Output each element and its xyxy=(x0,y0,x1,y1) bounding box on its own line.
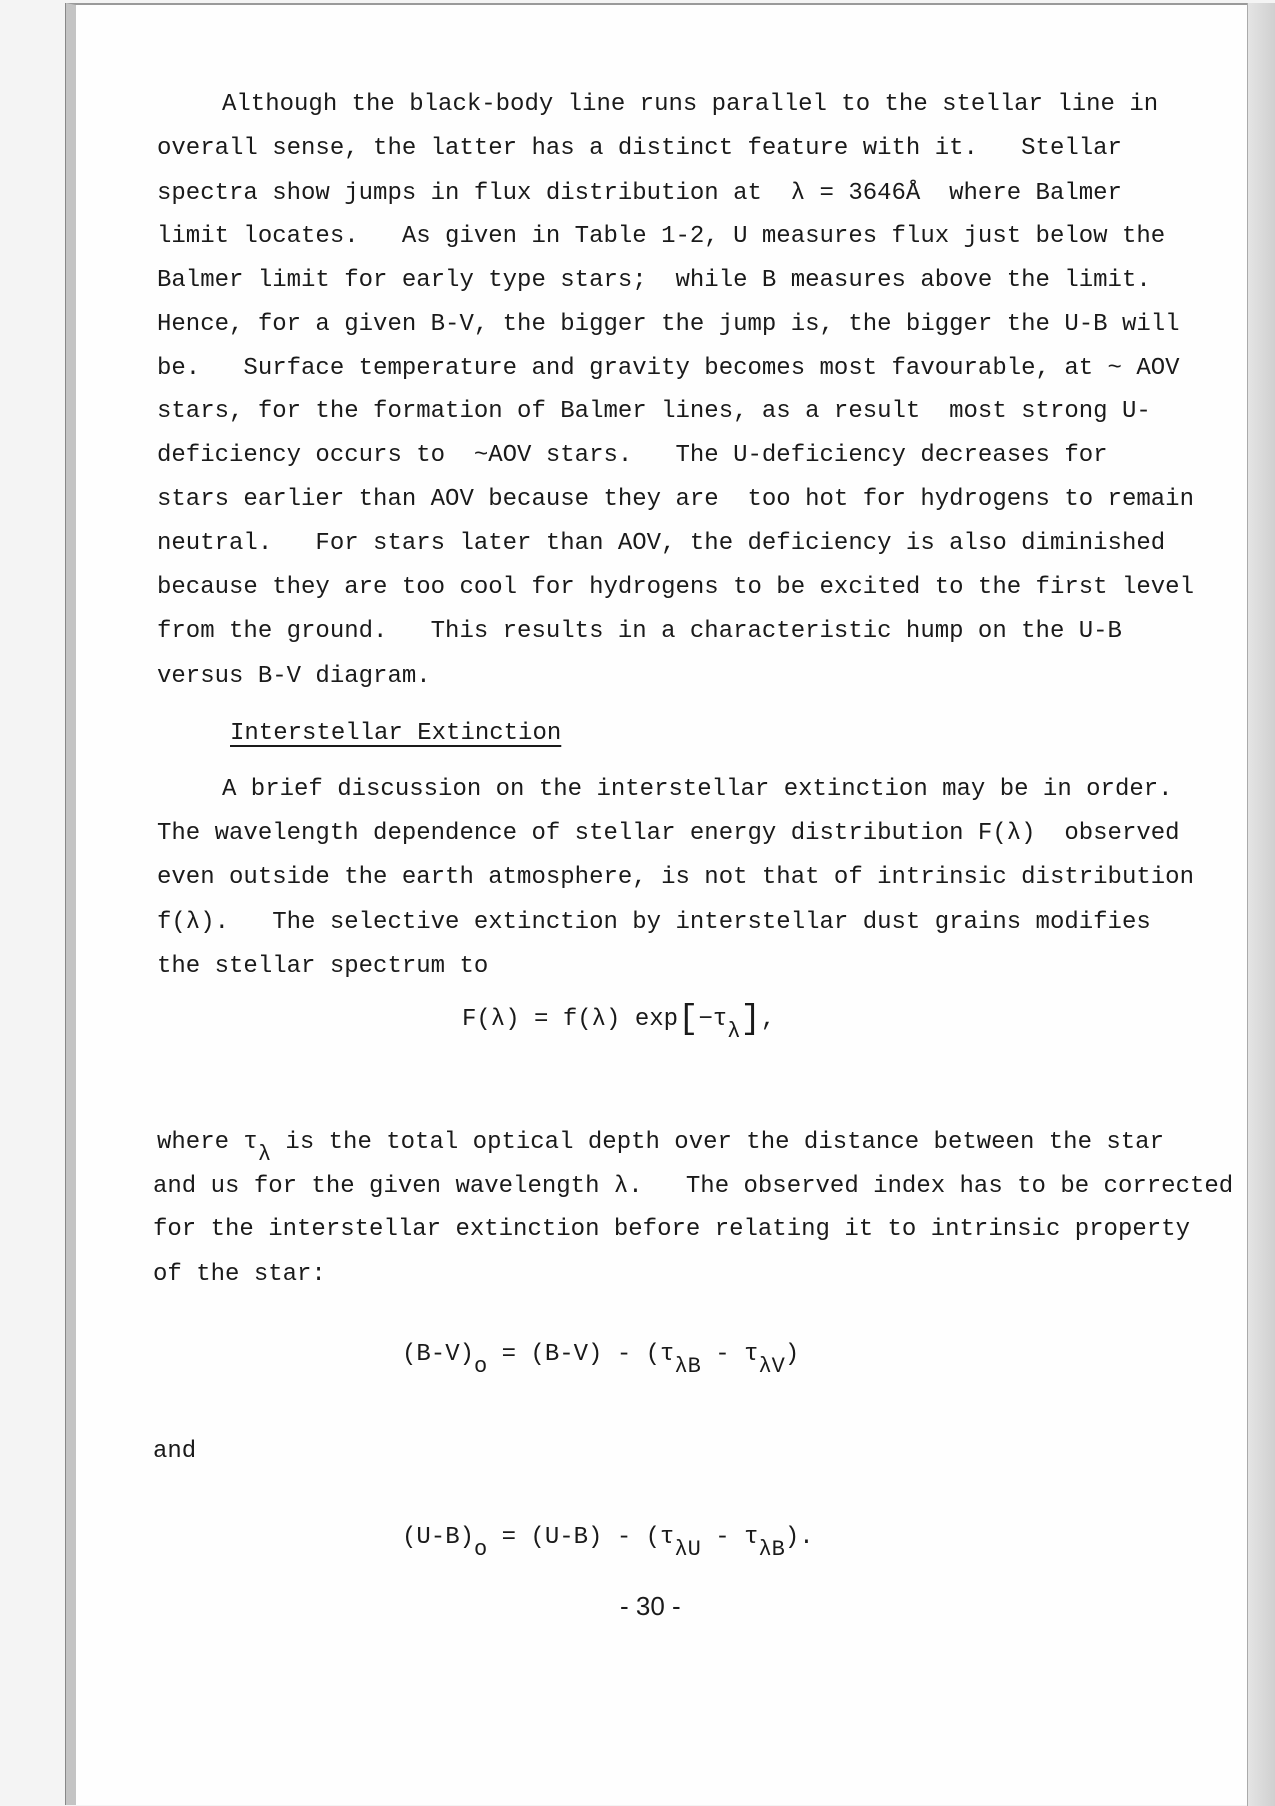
text-line: Although the black-body line runs parallel to the stellar line in xyxy=(222,91,1159,118)
text-line xyxy=(157,1129,1164,1167)
eq-subscript: λ xyxy=(727,1019,741,1044)
text-line: A brief discussion on the interstellar extinction may be in order. xyxy=(222,776,1173,803)
eq-subscript: λB xyxy=(758,1537,785,1562)
eq-subscript: λU xyxy=(674,1537,701,1562)
text-line: overall sense, the latter has a distinct feature with it. Stellar xyxy=(157,135,1122,162)
eq-text: F(λ) = f(λ) exp xyxy=(462,1006,679,1033)
text-line: for the interstellar extinction before relating it to intrinsic property xyxy=(153,1216,1190,1243)
section-heading: Interstellar Extinction xyxy=(230,720,562,747)
eq-text: (B-V) xyxy=(402,1341,475,1368)
text: where τ xyxy=(157,1129,258,1156)
text-line: even outside the earth atmosphere, is not that of intrinsic distribution xyxy=(157,864,1194,891)
text-line: because they are too cool for hydrogens to be excited to the first level xyxy=(157,574,1194,601)
eq-subscript: λV xyxy=(758,1354,785,1379)
eq-text: ). xyxy=(784,1524,814,1551)
equation-bv-color-excess xyxy=(402,1341,800,1379)
scrollbar-track[interactable] xyxy=(1247,3,1275,1806)
eq-text: = (U-B) - (τ xyxy=(487,1524,675,1551)
text-line: stars earlier than AOV because they are too hot for hydrogens to remain xyxy=(157,486,1194,513)
text-line: stars, for the formation of Balmer lines, as a result most strong U- xyxy=(157,398,1151,425)
eq-text: = (B-V) - (τ xyxy=(487,1341,675,1368)
page-number: - 30 - xyxy=(620,1591,681,1621)
subscript: λ xyxy=(257,1142,272,1167)
text-line: of the star: xyxy=(153,1261,326,1288)
text-line: be. Surface temperature and gravity becomes most favourable, at ~ AOV xyxy=(157,355,1180,382)
text-line: Balmer limit for early type stars; while B measures above the limit. xyxy=(157,267,1151,294)
eq-bracket: [ xyxy=(678,1001,699,1039)
eq-subscript: o xyxy=(474,1354,488,1379)
text-line: f(λ). The selective extinction by interstellar dust grains modifies xyxy=(157,909,1151,936)
text-line: Hence, for a given B-V, the bigger the jump is, the bigger the U-B will xyxy=(157,311,1180,338)
text-line: neutral. For stars later than AOV, the deficiency is also diminished xyxy=(157,530,1166,557)
text-line: deficiency occurs to ~AOV stars. The U-deficiency decreases for xyxy=(157,442,1108,469)
eq-text: , xyxy=(760,1006,776,1033)
text-line: and us for the given wavelength λ. The observed index has to be corrected xyxy=(153,1173,1234,1200)
eq-text: - τ xyxy=(700,1524,759,1551)
text: is the total optical depth over the distance between the star xyxy=(271,1129,1164,1156)
text-line: versus B-V diagram. xyxy=(157,663,431,690)
connector-text: and xyxy=(153,1438,197,1465)
eq-text: ) xyxy=(784,1341,800,1368)
text-line: spectra show jumps in flux distribution at λ = 3646Å where Balmer xyxy=(157,180,1122,207)
eq-subscript: λB xyxy=(674,1354,701,1379)
text-line: limit locates. As given in Table 1-2, U measures flux just below the xyxy=(157,223,1166,250)
equation-flux xyxy=(462,1001,776,1044)
eq-text: - τ xyxy=(700,1341,759,1368)
text-line: from the ground. This results in a characteristic hump on the U-B xyxy=(157,618,1122,645)
equation-ub-color-excess xyxy=(402,1524,814,1562)
eq-bracket: ] xyxy=(740,1001,761,1039)
text-line: the stellar spectrum to xyxy=(157,953,489,980)
eq-subscript: o xyxy=(474,1537,488,1562)
eq-text: (U-B) xyxy=(402,1524,475,1551)
text-line: The wavelength dependence of stellar energy distribution F(λ) observed xyxy=(157,820,1180,847)
eq-text: −τ xyxy=(698,1006,728,1033)
